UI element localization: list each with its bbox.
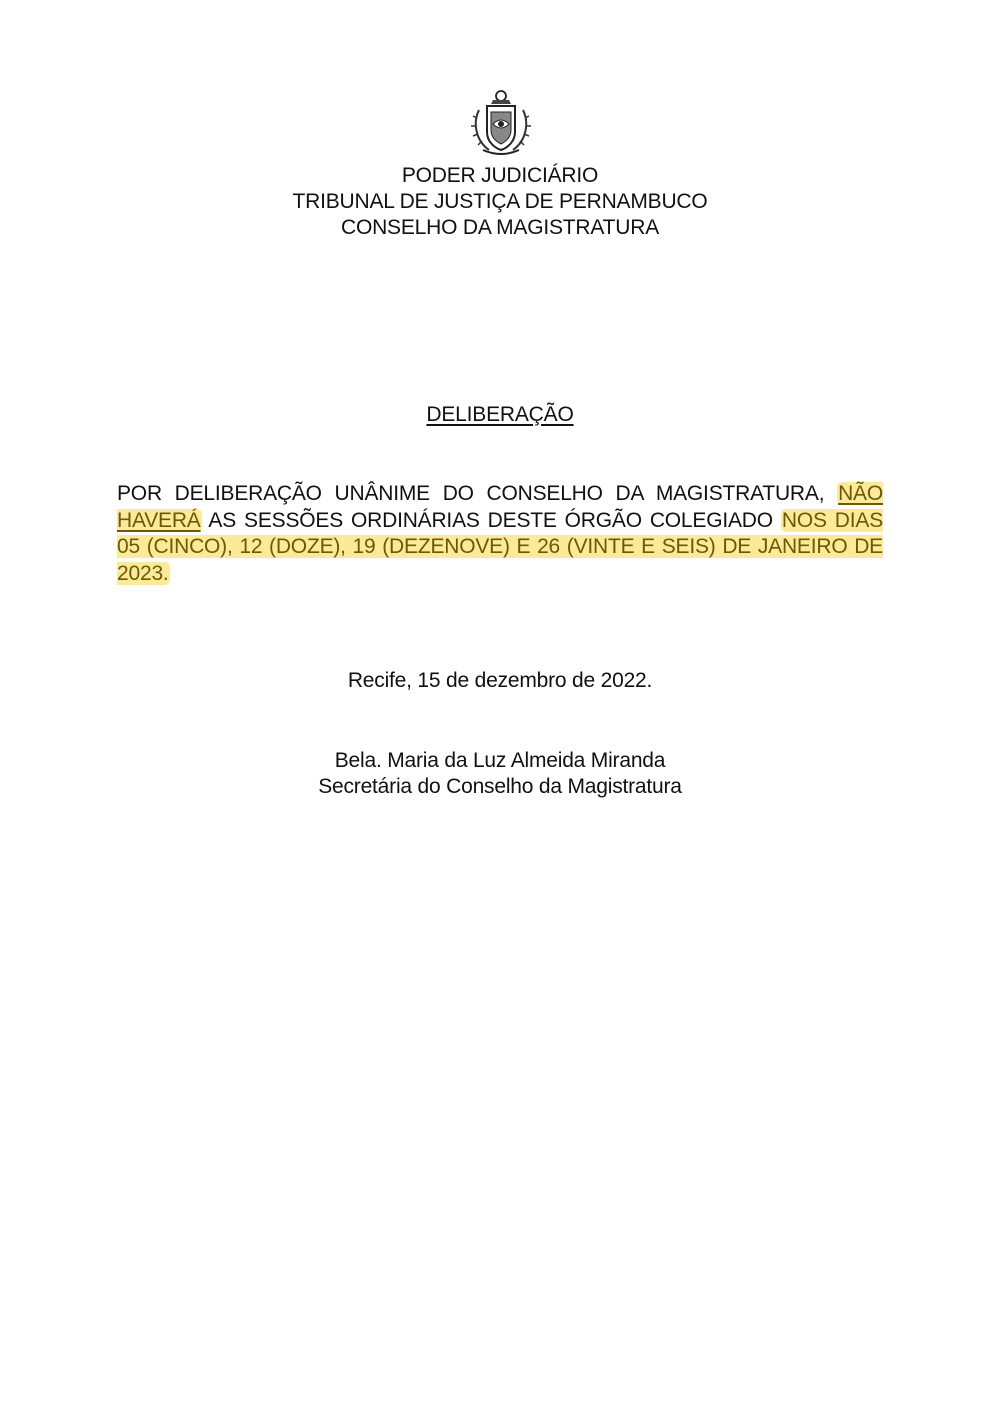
coat-of-arms-icon <box>469 88 533 158</box>
paragraph-text-2: AS SESSÕES ORDINÁRIAS DESTE ÓRGÃO COLEGIADO <box>201 508 781 532</box>
header-block <box>0 163 1000 241</box>
dateline: Recife, 15 de dezembro de 2022. <box>347 669 653 692</box>
document-title <box>0 402 1000 428</box>
document-title-text: DELIBERAÇÃO <box>426 403 574 426</box>
header-line-tribunal: TRIBUNAL DE JUSTIÇA DE PERNAMBUCO <box>292 190 708 213</box>
signature-block <box>0 748 1000 800</box>
highlight-no-sessions: NÃO HAVERÁ <box>117 482 883 532</box>
paragraph-text-1: POR DELIBERAÇÃO UNÂNIME DO CONSELHO DA MAGISTRATURA, <box>117 482 838 505</box>
deliberation-paragraph <box>117 481 883 587</box>
highlight-dates: NOS DIAS 05 (CINCO), 12 (DOZE), 19 (DEZENOVE) E 26 (VINTE E SEIS) DE JANEIRO DE 2023. <box>117 508 883 585</box>
header-line-council: CONSELHO DA MAGISTRATURA <box>340 216 660 239</box>
signatory-role: Secretária do Conselho da Magistratura <box>318 775 682 798</box>
header-line-judiciary: PODER JUDICIÁRIO <box>401 164 599 187</box>
signatory-name: Bela. Maria da Luz Almeida Miranda <box>334 749 666 772</box>
